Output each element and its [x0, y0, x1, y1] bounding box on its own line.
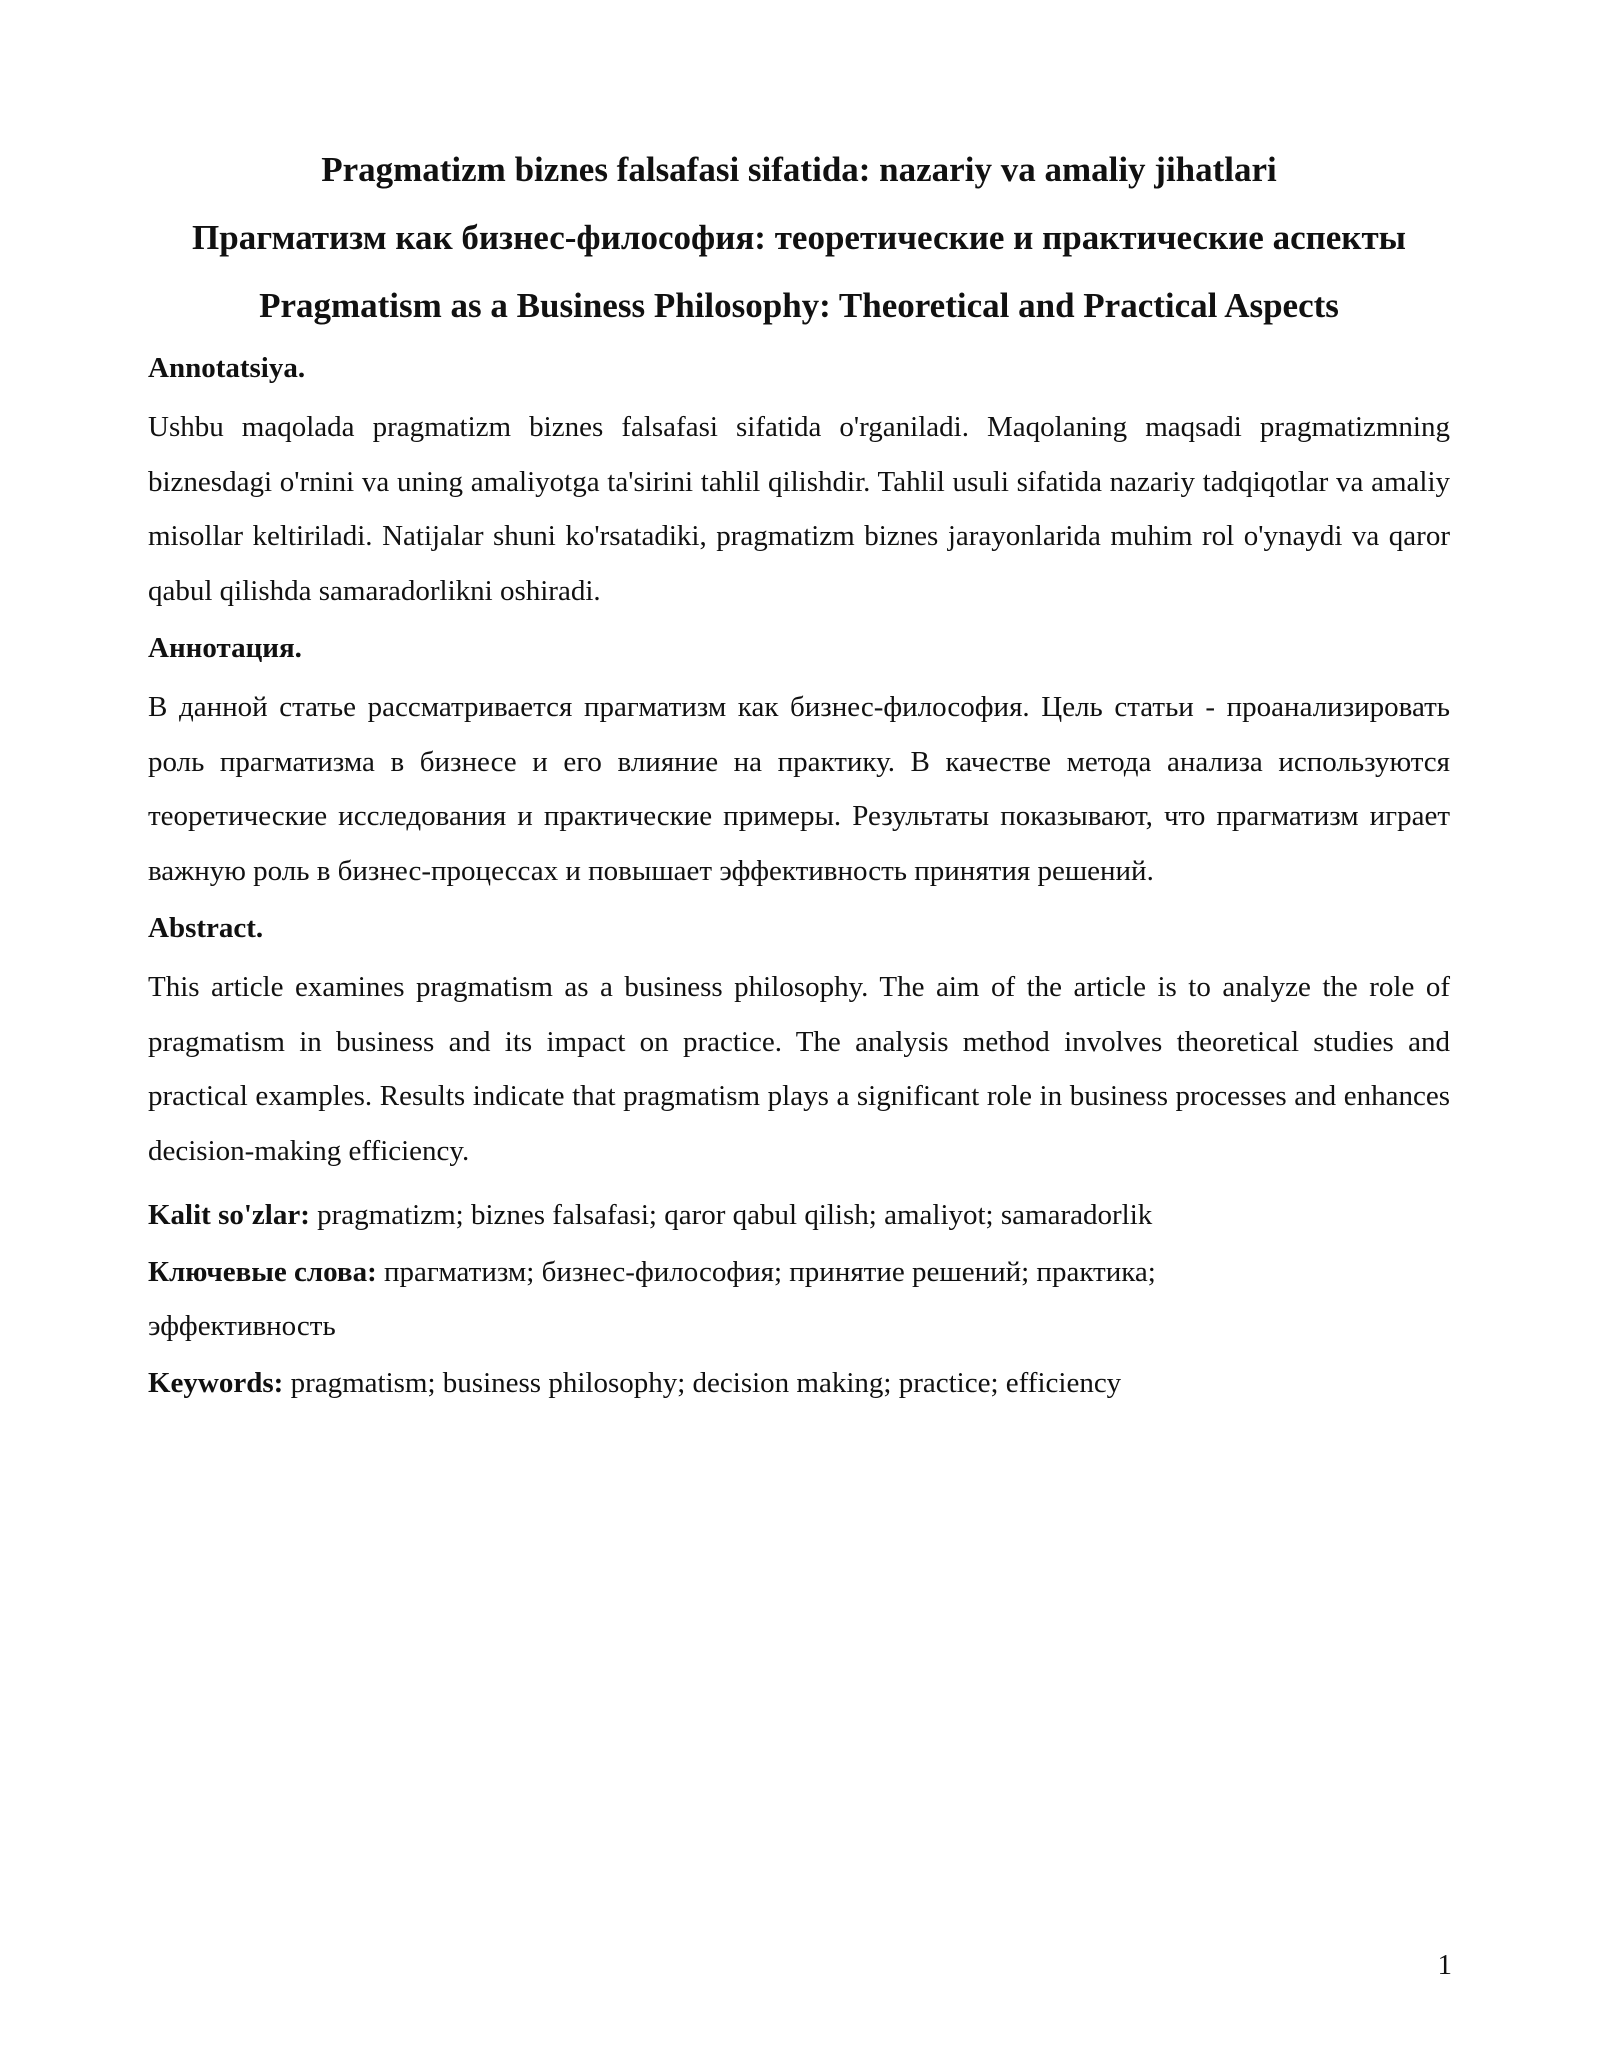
- abstract-heading-russian: Аннотация.: [148, 632, 302, 664]
- keywords-text-english: pragmatism; business philosophy; decision making; practice; efficiency: [283, 1366, 1122, 1399]
- abstract-text-russian: В данной статье рассматривается прагматизм как бизнес-философия. Цель статьи - проанализировать роль прагматизма в бизнесе и его влияние на практику. В качестве метода анализа используются теоретические исследования и практические примеры. Результаты показывают, что прагматизм играет важную роль в бизнес-процессах и повышает эффективность принятия решений.: [148, 691, 1450, 887]
- title-russian: Прагматизм как бизнес-философия: теоретические и практические аспекты: [192, 218, 1406, 257]
- keywords-uzbek: [148, 1188, 1450, 1243]
- keywords-label-russian: Ключевые слова:: [148, 1255, 377, 1288]
- keywords-english: [148, 1356, 1450, 1411]
- page-number: 1: [1437, 1949, 1452, 1981]
- document-page: [148, 0, 1450, 2070]
- keywords-text-russian-continued: эффективность: [148, 1310, 336, 1342]
- keywords-text-russian: прагматизм; бизнес-философия; принятие решений; практика;: [376, 1255, 1156, 1288]
- title-english: Pragmatism as a Business Philosophy: Theoretical and Practical Aspects: [259, 286, 1339, 325]
- title-uzbek: Pragmatizm biznes falsafasi sifatida: nazariy va amaliy jihatlari: [321, 150, 1277, 189]
- keywords-label-english: Keywords:: [148, 1366, 284, 1399]
- abstract-heading-english: Abstract.: [148, 912, 264, 944]
- keywords-russian: [148, 1245, 1450, 1354]
- document-body: [148, 348, 1450, 1412]
- keywords-label-uzbek: Kalit so'zlar:: [148, 1199, 310, 1231]
- abstract-heading-uzbek: Annotatsiya.: [148, 352, 306, 384]
- keywords-text-uzbek: pragmatizm; biznes falsafasi; qaror qabul qilish; amaliyot; samaradorlik: [309, 1199, 1153, 1231]
- title-block: [148, 136, 1450, 340]
- abstract-text-uzbek: Ushbu maqolada pragmatizm biznes falsafasi sifatida o'rganiladi. Maqolaning maqsadi pragmatizmning biznesdagi o'rnini va uning amaliyotga ta'sirini tahlil qilishdir. Tahlil usuli sifatida nazariy tadqiqotlar va amaliy misollar keltiriladi. Natijalar shuni ko'rsatadiki, pragmatizm biznes jarayonlarida muhim rol o'ynaydi va qaror qabul qilishda samaradorlikni oshiradi.: [148, 411, 1450, 607]
- abstract-text-english: This article examines pragmatism as a business philosophy. The aim of the article is to analyze the role of pragmatism in business and its impact on practice. The analysis method involves theoretical studies and practical examples. Results indicate that pragmatism plays a significant role in business processes and enhances decision-making efficiency.: [148, 971, 1450, 1167]
